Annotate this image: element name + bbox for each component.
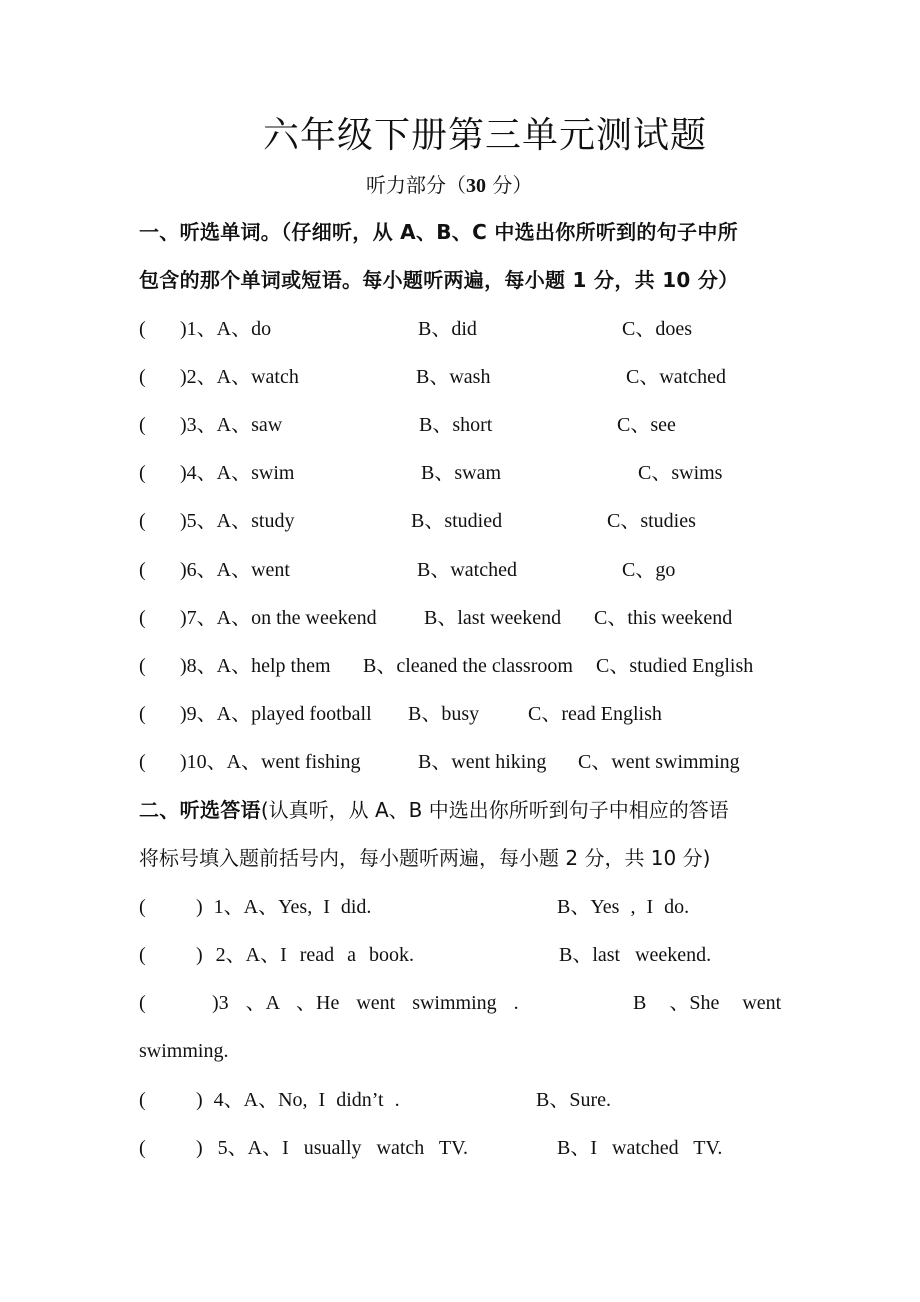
answer-bracket[interactable]: ( (139, 318, 146, 340)
section-subtitle (366, 170, 532, 201)
section2-heading-rest: (认真听，从 A、B 中选出你所听到句子中相应的答语 (260, 798, 729, 822)
option-b: B、swam (421, 462, 501, 484)
answer-bracket[interactable]: ( (139, 462, 146, 484)
answer-bracket[interactable]: ( (139, 1137, 146, 1159)
answer-bracket[interactable]: ( (139, 751, 146, 773)
option-a: )8、A、help them (180, 655, 331, 677)
option-b: B、did (418, 318, 477, 340)
option-c: C、watched (626, 366, 726, 388)
option-a: ) 2、A、I read a book. (196, 944, 415, 966)
option-c: C、go (622, 559, 676, 581)
option-c: C、studied English (596, 655, 754, 677)
section2-heading-bold: 二、听选答语 (139, 798, 261, 822)
option-c: C、see (617, 414, 676, 436)
option-a: )5、A、study (180, 510, 295, 532)
option-b: B、last weekend. (559, 944, 712, 966)
option-b: B、went hiking (418, 751, 547, 773)
answer-wrap: swimming. (139, 1040, 229, 1062)
section1-heading-line2: 包含的那个单词或短语。每小题听两遍，每小题 1 分，共 10 分） (139, 268, 739, 292)
answer-bracket[interactable]: ( (139, 559, 146, 581)
answer-bracket[interactable]: ( (139, 655, 146, 677)
option-a: )2、A、watch (180, 366, 299, 388)
option-a: ) 4、A、No, I didn’t . (196, 1089, 400, 1111)
option-a: )1、A、do (180, 318, 272, 340)
option-a: )9、A、played football (180, 703, 372, 725)
section1-heading-line1: 一、听选单词。（仔细听，从 A、B、C 中选出你所听到的句子中所 (139, 220, 738, 244)
answer-bracket[interactable]: ( (139, 1089, 146, 1111)
subtitle-prefix: 听力部分（ (366, 173, 466, 197)
option-b: B、watched (417, 559, 517, 581)
answer-bracket[interactable]: ( (139, 414, 146, 436)
subtitle-score: 30 (466, 175, 486, 197)
document-title: 六年级下册第三单元测试题 (262, 115, 707, 156)
answer-bracket[interactable]: ( (139, 944, 146, 966)
option-a: )3、A、saw (180, 414, 283, 436)
option-b: B、Yes , I do. (557, 896, 690, 918)
answer-bracket[interactable]: ( (139, 703, 146, 725)
option-a: ) 1、A、Yes, I did. (196, 896, 372, 918)
option-a: )3 、A 、He went swimming . (212, 992, 519, 1014)
answer-bracket[interactable]: ( (139, 510, 146, 532)
option-b: B、I watched TV. (557, 1137, 723, 1159)
option-c: C、swims (638, 462, 723, 484)
section2-heading-line2: 将标号填入题前括号内，每小题听两遍，每小题 2 分，共 10 分) (139, 846, 711, 870)
option-b: B、busy (408, 703, 480, 725)
option-c: C、studies (607, 510, 696, 532)
option-a: )7、A、on the weekend (180, 607, 377, 629)
option-c: C、does (622, 318, 692, 340)
option-b: B、Sure. (536, 1089, 611, 1111)
option-b: B 、She went (633, 992, 782, 1014)
answer-bracket[interactable]: ( (139, 896, 146, 918)
option-b: B、wash (416, 366, 491, 388)
option-a: )6、A、went (180, 559, 290, 581)
option-b: B、last weekend (424, 607, 562, 629)
option-a: ) 5、A、I usually watch TV. (196, 1137, 469, 1159)
subtitle-suffix: 分） (486, 173, 533, 197)
option-c: C、read English (528, 703, 662, 725)
option-c: C、this weekend (594, 607, 733, 629)
answer-bracket[interactable]: ( (139, 607, 146, 629)
answer-bracket[interactable]: ( (139, 992, 146, 1014)
section2-heading-line1 (139, 795, 729, 825)
answer-bracket[interactable]: ( (139, 366, 146, 388)
option-c: C、went swimming (578, 751, 740, 773)
option-b: B、short (419, 414, 493, 436)
option-b: B、studied (411, 510, 503, 532)
option-a: )10、A、went fishing (180, 751, 361, 773)
option-b: B、cleaned the classroom (363, 655, 573, 677)
option-a: )4、A、swim (180, 462, 295, 484)
